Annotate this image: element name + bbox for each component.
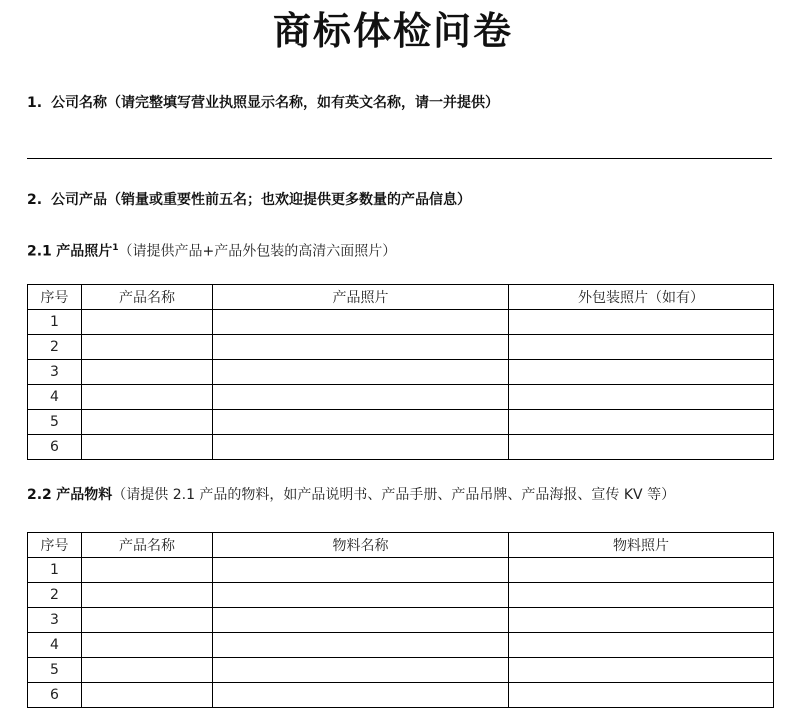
table-row — [28, 658, 774, 683]
product-photo-cell[interactable] — [213, 310, 509, 335]
table-row — [28, 410, 774, 435]
product-name-cell[interactable] — [82, 583, 213, 608]
header-index: 序号 — [28, 285, 82, 310]
material-name-cell[interactable] — [213, 558, 509, 583]
product-photo-cell[interactable] — [213, 410, 509, 435]
packaging-photo-cell[interactable] — [509, 435, 774, 460]
product-photo-cell[interactable] — [213, 385, 509, 410]
table-row — [28, 310, 774, 335]
material-photo-cell[interactable] — [509, 608, 774, 633]
section-2-2-label: 产品物料 — [56, 487, 113, 503]
material-photo-cell[interactable] — [509, 558, 774, 583]
question-1-label: 公司名称（请完整填写营业执照显示名称，如有英文名称，请一并提供） — [51, 95, 500, 111]
row-index: 6 — [28, 435, 82, 460]
page-title: 商标体检问卷 — [272, 8, 513, 53]
product-photo-cell[interactable] — [213, 335, 509, 360]
product-name-cell[interactable] — [82, 633, 213, 658]
section-2-1-number: 2.1 — [27, 243, 52, 260]
section-2-1-heading — [27, 238, 396, 262]
row-index: 1 — [28, 558, 82, 583]
row-index: 4 — [28, 633, 82, 658]
table-header-row — [28, 533, 774, 558]
product-name-cell[interactable] — [82, 558, 213, 583]
row-index: 5 — [28, 410, 82, 435]
product-name-cell[interactable] — [82, 385, 213, 410]
product-photos-table — [27, 284, 774, 460]
row-index: 3 — [28, 608, 82, 633]
section-2-2-note: （请提供 2.1 产品的物料，如产品说明书、产品手册、产品吊牌、产品海报、宣传 KV 等） — [112, 487, 676, 503]
table-row — [28, 385, 774, 410]
product-name-cell[interactable] — [82, 335, 213, 360]
product-name-cell[interactable] — [82, 683, 213, 708]
table-row — [28, 558, 774, 583]
header-material-photo: 物料照片 — [509, 533, 774, 558]
header-product-name: 产品名称 — [82, 533, 213, 558]
table-row — [28, 608, 774, 633]
material-photo-cell[interactable] — [509, 683, 774, 708]
material-name-cell[interactable] — [213, 658, 509, 683]
product-name-cell[interactable] — [82, 410, 213, 435]
table-row — [28, 435, 774, 460]
company-name-answer-line[interactable] — [27, 158, 772, 159]
header-packaging-photo: 外包装照片（如有） — [509, 285, 774, 310]
row-index: 2 — [28, 583, 82, 608]
packaging-photo-cell[interactable] — [509, 360, 774, 385]
row-index: 5 — [28, 658, 82, 683]
material-photo-cell[interactable] — [509, 633, 774, 658]
row-index: 2 — [28, 335, 82, 360]
section-2-1-label: 产品照片 — [56, 243, 113, 260]
product-name-cell[interactable] — [82, 360, 213, 385]
material-photo-cell[interactable] — [509, 583, 774, 608]
section-2-2-heading — [27, 485, 675, 505]
question-2-label: 公司产品（销量或重要性前五名；也欢迎提供更多数量的产品信息） — [51, 192, 472, 208]
product-name-cell[interactable] — [82, 658, 213, 683]
packaging-photo-cell[interactable] — [509, 385, 774, 410]
product-photo-cell[interactable] — [213, 435, 509, 460]
header-product-name: 产品名称 — [82, 285, 213, 310]
product-name-cell[interactable] — [82, 608, 213, 633]
packaging-photo-cell[interactable] — [509, 410, 774, 435]
header-product-photo: 产品照片 — [213, 285, 509, 310]
material-name-cell[interactable] — [213, 683, 509, 708]
footnote-marker: 1 — [112, 243, 119, 253]
header-index: 序号 — [28, 533, 82, 558]
table-header-row — [28, 285, 774, 310]
product-name-cell[interactable] — [82, 435, 213, 460]
table-row — [28, 683, 774, 708]
question-2-heading — [27, 190, 471, 210]
product-photo-cell[interactable] — [213, 360, 509, 385]
product-materials-table — [27, 532, 774, 708]
question-2-number: 2. — [27, 192, 43, 208]
row-index: 4 — [28, 385, 82, 410]
material-name-cell[interactable] — [213, 633, 509, 658]
packaging-photo-cell[interactable] — [509, 310, 774, 335]
section-2-1-note: （请提供产品+产品外包装的高清六面照片） — [118, 243, 397, 260]
header-material-name: 物料名称 — [213, 533, 509, 558]
question-1-number: 1. — [27, 95, 43, 111]
row-index: 6 — [28, 683, 82, 708]
table-row — [28, 633, 774, 658]
material-name-cell[interactable] — [213, 608, 509, 633]
table-row — [28, 360, 774, 385]
row-index: 1 — [28, 310, 82, 335]
section-2-2-number: 2.2 — [27, 487, 52, 503]
product-name-cell[interactable] — [82, 310, 213, 335]
question-1-heading — [27, 93, 499, 113]
table-row — [28, 583, 774, 608]
material-photo-cell[interactable] — [509, 658, 774, 683]
row-index: 3 — [28, 360, 82, 385]
material-name-cell[interactable] — [213, 583, 509, 608]
table-row — [28, 335, 774, 360]
packaging-photo-cell[interactable] — [509, 335, 774, 360]
